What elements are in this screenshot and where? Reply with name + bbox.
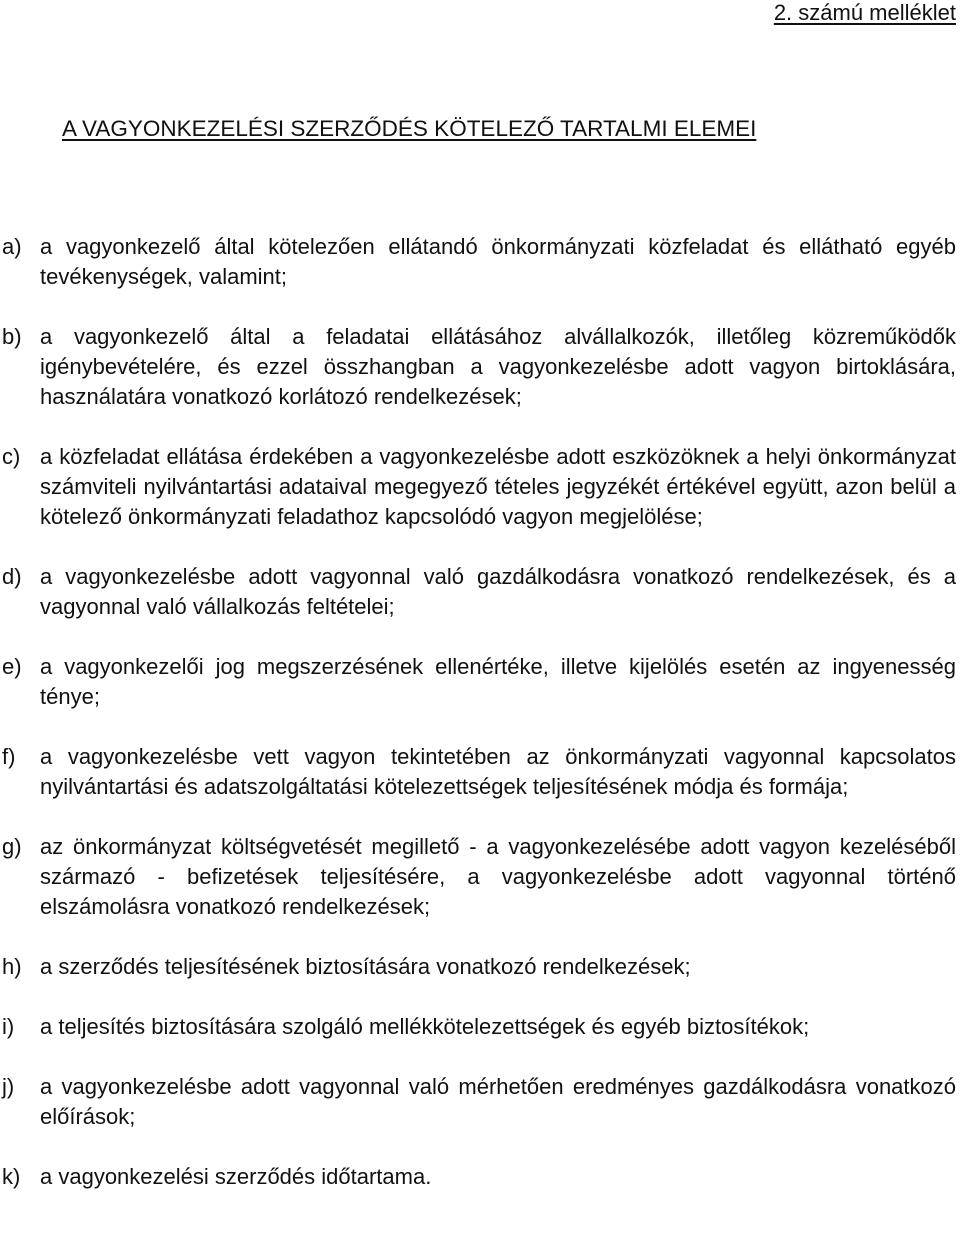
item-text: a teljesítés biztosítására szolgáló mellékkötelezettségek és egyéb biztosítékok; (40, 1014, 810, 1039)
item-marker: h) (2, 954, 22, 979)
item-marker: c) (2, 444, 21, 469)
list-item-c (2, 442, 956, 532)
item-text: a vagyonkezelő által kötelezően ellátandó önkormányzati közfeladat és ellátható egyéb tevékenységek, valamint; (40, 234, 956, 289)
item-text: az önkormányzat költségvetését megillető - a vagyonkezelésébe adott vagyon kezeléséből származó - befizetések teljesítésére, a vagyonkezelésbe adott vagyonnal történő elszámolásra vonatkozó rendelkezések; (40, 834, 956, 919)
item-marker: b) (2, 324, 22, 349)
item-marker: f) (2, 744, 16, 769)
item-marker: j) (2, 1074, 15, 1099)
list-item-g (2, 832, 956, 922)
list-item-j (2, 1072, 956, 1132)
item-marker: d) (2, 564, 22, 589)
list-item-h (2, 952, 956, 982)
item-text: a vagyonkezelésbe adott vagyonnal való gazdálkodásra vonatkozó rendelkezések, és a vagyonnal való vállalkozás feltételei; (40, 564, 956, 619)
item-text: a vagyonkezelő által a feladatai ellátásához alvállalkozók, illetőleg közreműködők igénybevételére, és ezzel összhangban a vagyonkezelésbe adott vagyon birtoklására, használatára vonatkozó korlátozó rendelkezések; (40, 324, 956, 409)
annex-label: 2. számú melléklet (773, 0, 956, 25)
requirements-list (2, 232, 956, 1192)
item-text: a közfeladat ellátása érdekében a vagyonkezelésbe adott eszközöknek a helyi önkormányzat számviteli nyilvántartási adataival megegyező tételes jegyzékét értékével együtt, azon belül a kötelező önkormányzati feladathoz kapcsolódó vagyon megjelölése; (40, 444, 956, 529)
item-marker: e) (2, 654, 22, 679)
list-item-b (2, 322, 956, 412)
item-marker: i) (2, 1014, 15, 1039)
list-item-a (2, 232, 956, 292)
list-item-d (2, 562, 956, 622)
document-title: A VAGYONKEZELÉSI SZERZŐDÉS KÖTELEZŐ TARTALMI ELEMEI (62, 116, 757, 141)
item-text: a vagyonkezelésbe adott vagyonnal való mérhetően eredményes gazdálkodásra vonatkozó előírások; (40, 1074, 956, 1129)
item-marker: a) (2, 234, 22, 259)
item-text: a vagyonkezelésbe vett vagyon tekintetében az önkormányzati vagyonnal kapcsolatos nyilvántartási és adatszolgáltatási kötelezettségek teljesítésének módja és formája; (40, 744, 956, 799)
item-marker: k) (2, 1164, 21, 1189)
item-text: a vagyonkezelési szerződés időtartama. (40, 1164, 432, 1189)
list-item-i (2, 1012, 956, 1042)
list-item-e (2, 652, 956, 712)
list-item-k (2, 1162, 956, 1192)
item-marker: g) (2, 834, 22, 859)
item-text: a vagyonkezelői jog megszerzésének ellenértéke, illetve kijelölés esetén az ingyenesség ténye; (40, 654, 956, 709)
list-item-f (2, 742, 956, 802)
item-text: a szerződés teljesítésének biztosítására vonatkozó rendelkezések; (40, 954, 691, 979)
